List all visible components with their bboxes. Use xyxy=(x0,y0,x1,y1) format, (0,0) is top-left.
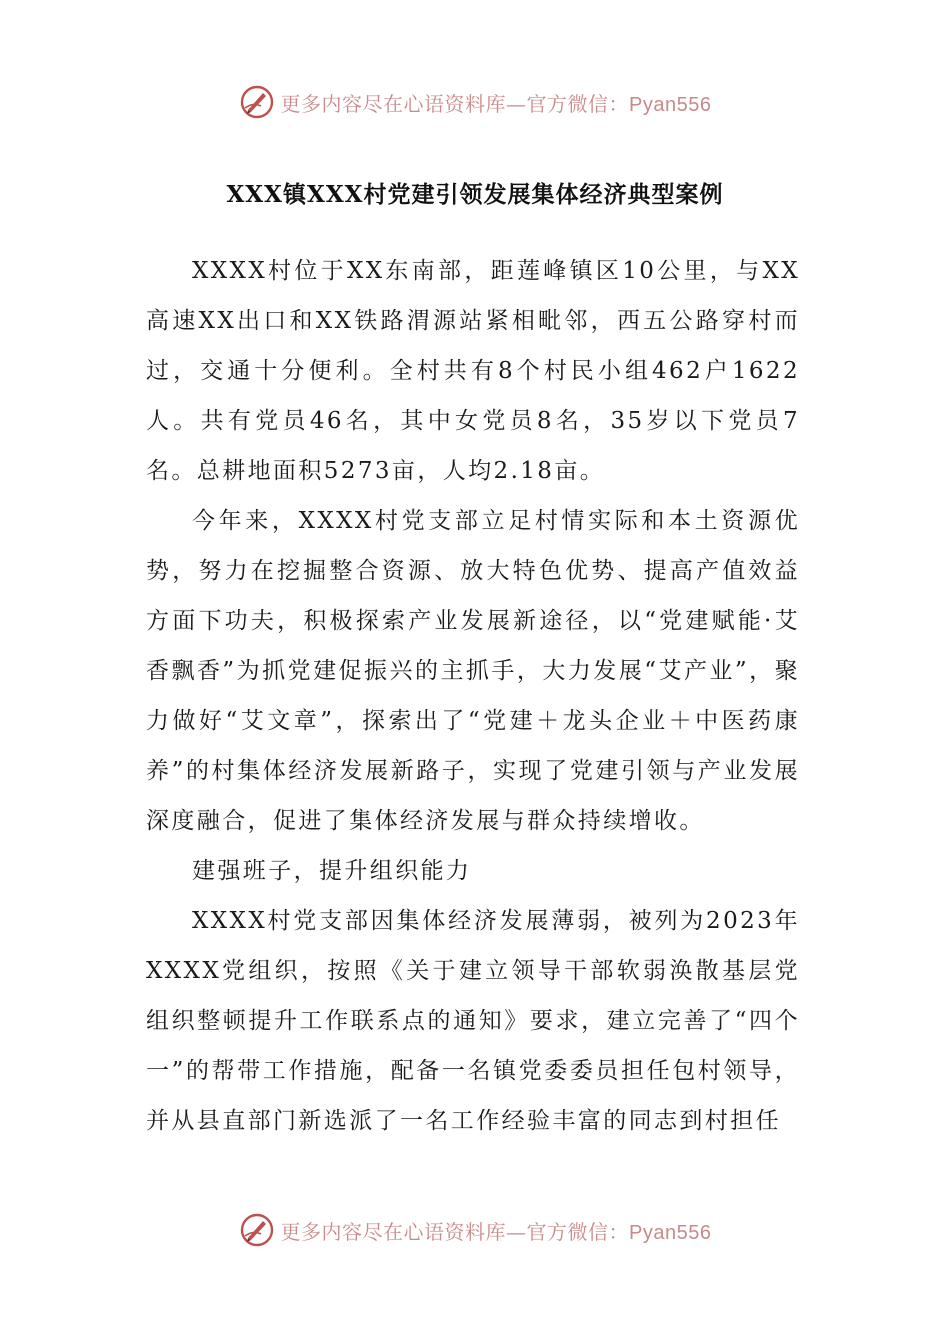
wechat-id: Pyan556 xyxy=(629,93,712,116)
paragraph-intro: XXXX村位于XX东南部，距莲峰镇区10公里，与XX高速XX出口和XX铁路渭源站紧相毗邻，西五公路穿村而过，交通十分便利。全村共有8个村民小组462户1622人。共有党员46名，其中女党员8名，35岁以下党员7名。总耕地面积5273亩，人均2.18亩。 xyxy=(146,258,800,484)
watermark-text: 更多内容尽在心语资料库—官方微信：Pyan556 xyxy=(280,1219,712,1244)
document-title: XXX镇XXX村党建引领发展集体经济典型案例 xyxy=(226,181,724,208)
pen-circle-logo-icon xyxy=(239,84,275,120)
pen-circle-logo-icon xyxy=(239,1212,275,1248)
section-heading: 建强班子，提升组织能力 xyxy=(192,858,472,884)
wechat-id: Pyan556 xyxy=(629,1221,712,1244)
paragraph-overview: 今年来，XXXX村党支部立足村情实际和本土资源优势，努力在挖掘整合资源、放大特色优势、提高产值效益方面下功夫，积极探索产业发展新途径，以“党建赋能·艾香飘香”为抓党建促振兴的主抓手，大力发展“艾产业”，聚力做好“艾文章”，探索出了“党建＋龙头企业＋中医药康养”的村集体经济发展新路子，实现了党建引领与产业发展深度融合，促进了集体经济发展与群众持续增收。 xyxy=(146,508,800,834)
paragraph-organization: XXXX村党支部因集体经济发展薄弱，被列为2023年XXXX党组织，按照《关于建立领导干部软弱涣散基层党组织整顿提升工作联系点的通知》要求，建立完善了“四个一”的帮带工作措施，配备一名镇党委委员担任包村领导，并从县直部门新选派了一名工作经验丰富的同志到村担任 xyxy=(146,908,800,1134)
watermark-banner-bottom xyxy=(0,1210,950,1250)
watermark-banner-top xyxy=(0,82,950,122)
document-body xyxy=(146,246,800,1146)
watermark-text: 更多内容尽在心语资料库—官方微信：Pyan556 xyxy=(280,91,712,116)
